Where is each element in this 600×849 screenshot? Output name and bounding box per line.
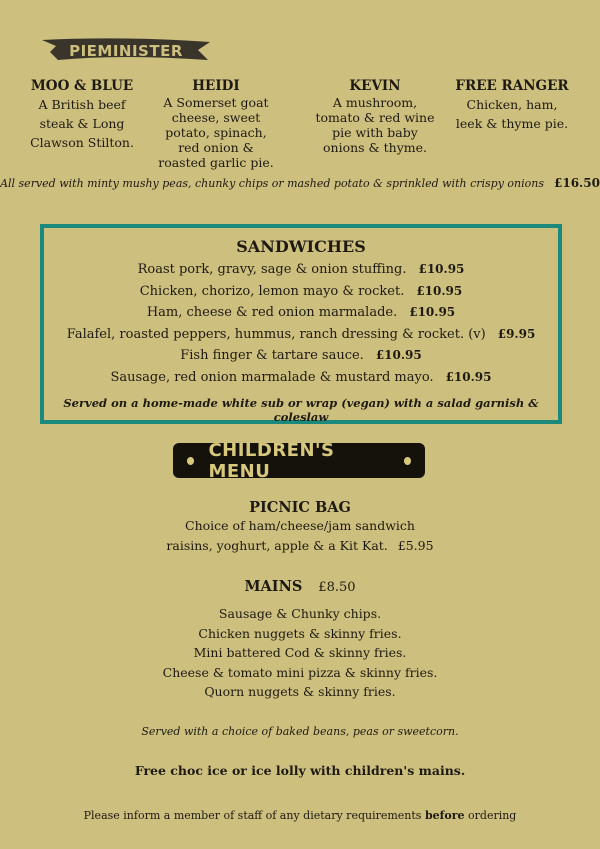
- pie-desc: leek & thyme pie.: [455, 116, 569, 131]
- dietary-text-end: ordering: [468, 809, 517, 822]
- pie-desc: tomato & red wine: [315, 110, 435, 125]
- pie-heidi: [154, 78, 278, 170]
- childrens-menu-title: CHILDREN'S MENU: [208, 439, 335, 482]
- pie-desc: steak & Long: [39, 116, 125, 131]
- sandwich-item: [44, 324, 558, 346]
- pie-name: MOO & BLUE: [30, 78, 134, 94]
- item-name: Ham, cheese & red onion marmalade.: [146, 305, 398, 321]
- item-name: Roast pork, gravy, sage & onion stuffing.: [137, 262, 407, 277]
- pie-free-ranger: [450, 78, 574, 170]
- sandwiches-box: [40, 224, 562, 424]
- item-price: £10.95: [416, 283, 463, 298]
- free-ice-note: Free choc ice or ice lolly with children's mains.: [134, 763, 466, 778]
- pies-note: [0, 176, 600, 190]
- item-name: Fish finger & tartare sauce.: [180, 348, 364, 364]
- sandwiches-title: SANDWICHES: [236, 237, 366, 256]
- mains-item: Quorn nuggets & skinny fries.: [204, 684, 396, 699]
- pie-desc: red onion &: [178, 140, 254, 155]
- pie-desc: onions & thyme.: [323, 140, 427, 155]
- picnic-line: [0, 536, 600, 556]
- sandwiches-footer: Served on a home-made white sub or wrap (vegan) with a salad garnish & coleslaw: [63, 395, 539, 424]
- mains-title: MAINS: [244, 578, 303, 595]
- mains-item: Chicken nuggets & skinny fries.: [198, 625, 402, 641]
- item-price: £9.95: [497, 326, 536, 341]
- picnic-bag: [0, 499, 600, 555]
- pie-kevin: [310, 78, 440, 170]
- dietary-note: [0, 809, 600, 822]
- pies-note-text: All served with minty mushy peas, chunky chips or mashed potato & sprinkled with crispy onions: [0, 177, 544, 190]
- pies-price: £16.50: [554, 176, 600, 190]
- pie-desc: roasted garlic pie.: [158, 155, 274, 170]
- picnic-title: PICNIC BAG: [249, 499, 351, 516]
- mains-heading: [0, 578, 600, 595]
- pie-list: [20, 78, 590, 170]
- item-name: Sausage, red onion marmalade & mustard mayo.: [110, 369, 434, 385]
- pie-desc: pie with baby: [332, 125, 418, 140]
- brand-name: PIEMINISTER: [69, 42, 183, 60]
- pie-name: KEVIN: [349, 78, 401, 94]
- pie-desc: cheese, sweet: [171, 110, 261, 125]
- sandwich-item: [44, 302, 558, 324]
- mains: [0, 578, 600, 702]
- picnic-line-text: raisins, yoghurt, apple & a Kit Kat.: [166, 537, 388, 553]
- pie-desc: potato, spinach,: [165, 125, 267, 140]
- mains-item: Sausage & Chunky chips.: [218, 606, 382, 621]
- sandwich-item: [44, 367, 558, 389]
- mains-item: Cheese & tomato mini pizza & skinny fries.: [162, 664, 438, 680]
- sandwich-item: [44, 281, 558, 303]
- dot-icon: [187, 457, 194, 465]
- item-price: £10.95: [375, 348, 422, 363]
- dietary-bold: before: [424, 809, 465, 822]
- picnic-price: £5.95: [397, 537, 434, 553]
- item-price: £10.95: [445, 369, 492, 384]
- pie-desc: A British beef: [38, 97, 126, 112]
- pie-desc: A Somerset goat: [163, 95, 269, 110]
- item-name: Chicken, chorizo, lemon mayo & rocket.: [139, 283, 405, 299]
- item-price: £10.95: [409, 305, 456, 320]
- dot-icon: [404, 457, 411, 465]
- pie-desc: Chicken, ham,: [466, 97, 558, 112]
- childrens-menu-banner: [173, 439, 425, 482]
- picnic-line: Choice of ham/cheese/jam sandwich: [185, 518, 415, 533]
- mains-price: £8.50: [318, 580, 356, 595]
- pie-moo-and-blue: [20, 78, 144, 170]
- pie-name: FREE RANGER: [455, 78, 569, 94]
- item-price: £10.95: [418, 262, 465, 276]
- pieminister-logo: [42, 36, 210, 68]
- pie-desc: A mushroom,: [332, 95, 418, 110]
- pie-name: HEIDI: [192, 78, 240, 94]
- mains-item: Mini battered Cod & skinny fries.: [193, 645, 407, 660]
- pie-desc: Clawson Stilton.: [30, 135, 134, 150]
- sandwich-item: [44, 345, 558, 367]
- item-name: Falafel, roasted peppers, hummus, ranch dressing & rocket. (v): [66, 326, 486, 342]
- dietary-text: Please inform a member of staff of any dietary requirements: [83, 809, 422, 822]
- children-served-note: Served with a choice of baked beans, peas or sweetcorn.: [141, 725, 459, 738]
- sandwich-item: [44, 259, 558, 281]
